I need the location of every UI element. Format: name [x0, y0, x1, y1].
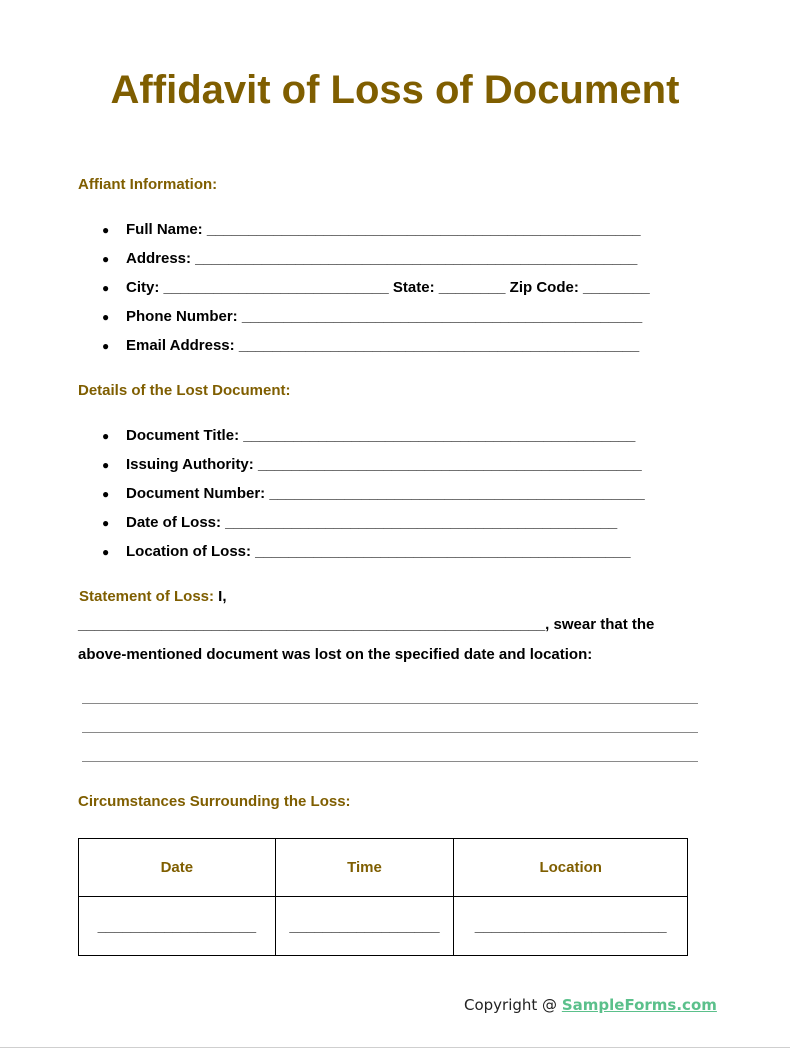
- bullet-icon: ●: [102, 281, 110, 295]
- bullet-icon: ●: [102, 545, 110, 559]
- field-city-state-zip[interactable]: ● City: ___________________________ State: ________ Zip Code: ________: [102, 279, 650, 296]
- copyright-text: Copyright @: [464, 996, 562, 1014]
- bullet-icon: ●: [102, 429, 110, 443]
- field-location-of-loss[interactable]: ● Location of Loss: _____________________________________________: [102, 543, 631, 560]
- bullet-icon: ●: [102, 458, 110, 472]
- field-date-of-loss[interactable]: ● Date of Loss: _______________________________________________: [102, 514, 618, 531]
- statement-intro: I,: [214, 588, 227, 605]
- statement-writing-line-3[interactable]: [82, 761, 698, 762]
- statement-line-1: [79, 587, 227, 607]
- affiant-fields-list: [0, 220, 650, 365]
- bullet-icon: ●: [102, 487, 110, 501]
- document-title: Affidavit of Loss of Document: [110, 68, 680, 112]
- statement-name-line[interactable]: ________________________________________________________, swear that the: [78, 616, 655, 633]
- cell-location[interactable]: _______________________: [454, 897, 688, 956]
- table-header-row: [79, 839, 688, 897]
- statement-writing-line-1[interactable]: [82, 703, 698, 704]
- circumstances-table: [78, 838, 688, 956]
- circumstances-heading: Circumstances Surrounding the Loss:: [78, 793, 351, 810]
- bullet-icon: ●: [102, 310, 110, 324]
- field-email-address[interactable]: ● Email Address: ________________________________________________: [102, 337, 640, 354]
- bullet-icon: ●: [102, 339, 110, 353]
- column-header-date: Date: [79, 839, 276, 897]
- copyright-footer: [464, 996, 717, 1014]
- field-issuing-authority[interactable]: ● Issuing Authority: ______________________________________________: [102, 456, 642, 473]
- field-document-title[interactable]: ● Document Title: _______________________________________________: [102, 427, 636, 444]
- field-phone-number[interactable]: ● Phone Number: ________________________________________________: [102, 308, 643, 325]
- statement-label: Statement of Loss:: [79, 588, 215, 605]
- statement-writing-line-2[interactable]: [82, 732, 698, 733]
- cell-date[interactable]: ___________________: [79, 897, 276, 956]
- lost-document-heading: Details of the Lost Document:: [78, 382, 291, 399]
- column-header-location: Location: [454, 839, 688, 897]
- sampleforms-link[interactable]: SampleForms.com: [561, 996, 717, 1014]
- bullet-icon: ●: [102, 223, 110, 237]
- bullet-icon: ●: [102, 252, 110, 266]
- table-row: [79, 897, 688, 956]
- bullet-icon: ●: [102, 516, 110, 530]
- field-document-number[interactable]: ● Document Number: _____________________________________________: [102, 485, 645, 502]
- field-address[interactable]: ● Address: _____________________________________________________: [102, 250, 638, 267]
- cell-time[interactable]: __________________: [275, 897, 454, 956]
- page-bottom-divider: [0, 1047, 790, 1048]
- statement-line-3: above-mentioned document was lost on the specified date and location:: [78, 646, 593, 663]
- column-header-time: Time: [275, 839, 454, 897]
- lost-document-fields-list: [0, 426, 645, 571]
- affiant-info-heading: Affiant Information:: [78, 176, 218, 193]
- field-full-name[interactable]: ● Full Name: ____________________________________________________: [102, 221, 641, 238]
